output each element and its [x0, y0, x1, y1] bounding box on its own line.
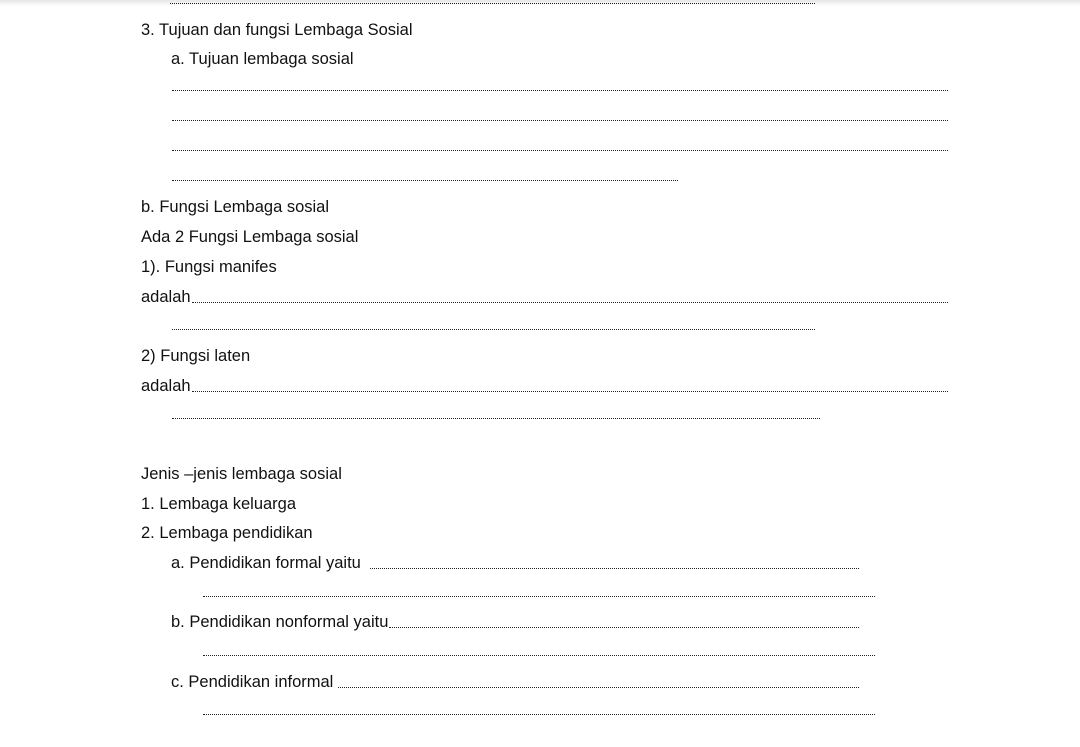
answer-line-nonformal-1[interactable]: [389, 627, 859, 628]
section-heading-jenis: Jenis –jenis lembaga sosial: [141, 465, 342, 483]
pendidikan-informal-row[interactable]: [171, 672, 859, 692]
answer-line-laten-2[interactable]: [172, 418, 820, 419]
answer-line-nonformal-2[interactable]: [203, 655, 875, 656]
subheading-tujuan: a. Tujuan lembaga sosial: [171, 50, 354, 68]
fungsi-laten-prompt: adalah: [141, 377, 191, 395]
pendidikan-informal-prompt: c. Pendidikan informal: [171, 673, 334, 691]
pendidikan-nonformal-prompt: b. Pendidikan nonformal yaitu: [171, 613, 389, 631]
fungsi-manifes-prompt: adalah: [141, 288, 191, 306]
answer-line-tujuan-1[interactable]: [172, 90, 948, 91]
answer-line-formal-2[interactable]: [203, 596, 875, 597]
fungsi-laten-label: 2) Fungsi laten: [141, 347, 251, 365]
answer-line-manifes-1[interactable]: [192, 302, 948, 303]
fungsi-laten-answer-row[interactable]: [141, 376, 948, 396]
answer-line-manifes-2[interactable]: [172, 329, 815, 330]
fungsi-manifes-label: 1). Fungsi manifes: [141, 258, 277, 276]
answer-line-formal-1[interactable]: [370, 568, 859, 569]
section-heading-tujuan-fungsi: 3. Tujuan dan fungsi Lembaga Sosial: [141, 21, 413, 39]
fungsi-intro: Ada 2 Fungsi Lembaga sosial: [141, 228, 359, 246]
answer-line-tujuan-3[interactable]: [172, 150, 948, 151]
pendidikan-formal-prompt: a. Pendidikan formal yaitu: [171, 554, 361, 572]
pendidikan-nonformal-row[interactable]: [171, 612, 859, 632]
fungsi-manifes-answer-row[interactable]: [141, 287, 948, 307]
answer-line-informal-1[interactable]: [338, 687, 859, 688]
answer-line-previous: [170, 3, 815, 4]
jenis-item-keluarga: 1. Lembaga keluarga: [141, 495, 297, 513]
answer-line-laten-1[interactable]: [192, 391, 948, 392]
answer-line-tujuan-2[interactable]: [172, 120, 948, 121]
jenis-item-pendidikan: 2. Lembaga pendidikan: [141, 524, 313, 542]
subheading-fungsi: b. Fungsi Lembaga sosial: [141, 198, 330, 216]
answer-line-tujuan-4[interactable]: [172, 180, 678, 181]
pendidikan-formal-row[interactable]: [171, 553, 859, 573]
answer-line-informal-2[interactable]: [203, 714, 875, 715]
